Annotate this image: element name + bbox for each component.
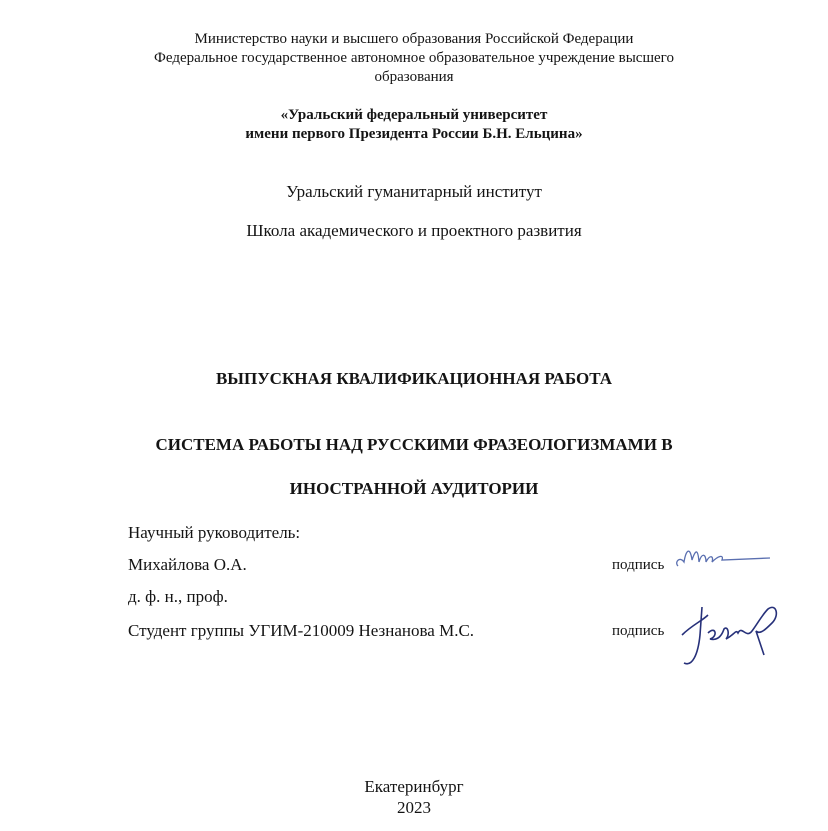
- thesis-title-line-2: ИНОСТРАННОЙ АУДИТОРИИ: [289, 479, 539, 498]
- thesis-title-line-1: СИСТЕМА РАБОТЫ НАД РУССКИМИ ФРАЗЕОЛОГИЗМАМИ В: [155, 435, 673, 454]
- school-name: Школа академического и проектного развития: [246, 221, 582, 240]
- university-line-1: «Уральский федеральный университет: [280, 107, 548, 123]
- student-signature-label: подпись: [612, 623, 665, 639]
- student-signature: [672, 595, 792, 675]
- student-info: Студент группы УГИМ-210009 Незнанова М.С.: [128, 621, 475, 640]
- institute-name: Уральский гуманитарный институт: [286, 182, 542, 201]
- ministry-line: Министерство науки и высшего образования Российской Федерации: [194, 31, 634, 47]
- supervisor-signature-label: подпись: [612, 557, 665, 573]
- institution-line-2: образования: [374, 69, 454, 85]
- work-type-heading: ВЫПУСКНАЯ КВАЛИФИКАЦИОННАЯ РАБОТА: [215, 369, 613, 388]
- supervisor-degree: д. ф. н., проф.: [128, 587, 228, 606]
- university-line-2: имени первого Президента России Б.Н. Ельцина»: [245, 126, 583, 142]
- institution-line-1: Федеральное государственное автономное образовательное учреждение высшего: [154, 50, 674, 66]
- year: 2023: [397, 798, 431, 817]
- supervisor-label: Научный руководитель:: [128, 523, 301, 542]
- supervisor-signature: [672, 540, 772, 576]
- city: Екатеринбург: [364, 777, 464, 796]
- supervisor-name: Михайлова О.А.: [128, 555, 247, 574]
